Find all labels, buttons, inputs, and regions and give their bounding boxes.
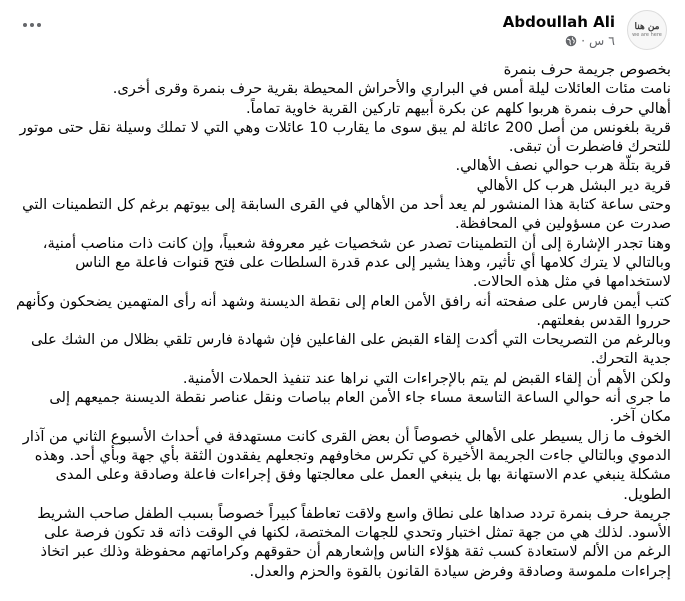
post-text [14, 60, 671, 581]
post-paragraph: كتب أيمن فارس على صفحته أنه رافق الأمن العام إلى نقطة الديسنة وشهد أنه رأى المتهمين يضحكون وكأنهم حرروا القدس بفعلتهم. [15, 292, 671, 329]
post-paragraph: نامت مئات العائلات ليلة أمس في البراري والأحراش المحيطة بقرية حرف بنمرة وقرى أخرى. [112, 80, 671, 98]
more-dot-icon [23, 23, 27, 27]
post-paragraph: ما جرى أنه حوالي الساعة التاسعة مساء جاء الأمن العام بباصات ونقل عناصر نقطة الديسنة جميعهم إلى مكان آخر. [49, 389, 671, 426]
post-header [0, 8, 685, 54]
globe-icon [565, 35, 577, 47]
post-paragraph: الخوف ما زال يسيطر على الأهالي خصوصاً أن بعض القرى كانت مستهدفة في أحداث الأسبوع الثاني من آذار الدموي وبالتالي جاءت الجريمة الأخيرة كي تكرس مخاوفهم وتجعلهم يفقدون الثقة بأي جهة وبأي أحد. وهذه مشكلة ينبغي عدم الاستهانة بها بل ينبغي العمل على معالجتها وفق إجراءات فاعلة وصادقة وعلى المدى الطويل. [22, 427, 671, 503]
post-paragraph: جريمة حرف بنمرة تردد صداها على نطاق واسع ولاقت تعاطفاً كبيراً خصوصاً بسبب الطفل صاحب الشريط الأسود. لذلك هي من جهة تمثل اختبار وتحدي للجهات المختصة، لكنها في الوقت ذاته قد تكون فرصة على الرغم من الألم لاستعادة كسب ثقة هؤلاء الناس وإشعارهم أن حقوقهم وكراماتهم محفوظة وذلك عبر اتخاذ إجراءات ملموسة وصادقة وفرض سيادة القانون بالقوة والحزم والعدل. [37, 504, 671, 580]
post-paragraph: وهنا تجدر الإشارة إلى أن التطمينات تصدر عن شخصيات غير معروفة شعبياً، وإن كانت ذات مناصب أمنية، وبالتالي لا يترك كلامها أي تأثير، وهذا يشير إلى عدم قدرة السلطات على فتح قنوات فاعلة مع الناس لاستخدامها في مثل هذه الحالات. [42, 234, 671, 291]
more-dot-icon [30, 23, 34, 27]
more-options-button[interactable] [18, 14, 46, 36]
post-paragraph: أهالي حرف بنمرة هربوا كلهم عن بكرة أبيهم تاركين القرية خاوية تماماً. [246, 99, 671, 117]
avatar-logo-arabic: من هنا [634, 21, 660, 32]
post-paragraph: ولكن الأهم أن إلقاء القبض لم يتم بالإجراءات التي نراها عند تنفيذ الحملات الأمنية. [182, 369, 671, 387]
avatar-logo-english: we are here [632, 31, 662, 38]
post-paragraph: وبالرغم من التصريحات التي أكدت إلقاء القبض على الفاعلين فإن شهادة فارس تلقي بظلال من الشك على جدية التحرك. [31, 331, 671, 368]
post-timestamp[interactable]: ٦ س [589, 33, 615, 48]
post-meta [503, 32, 615, 50]
post-paragraph: قرية دير البشل هرب كل الأهالي [476, 176, 671, 194]
author-block [503, 12, 615, 50]
more-dot-icon [37, 23, 41, 27]
post-paragraph: بخصوص جريمة حرف بنمرة [503, 61, 671, 78]
post-paragraph: قرية بلغونس من أصل 200 عائلة لم يبق سوى ما يقارب 10 عائلات وهي التي لا تملك وسيلة نقل حتى موتور للتحرك فاضطرت أن تبقى. [19, 118, 671, 156]
post-paragraph: قرية بتلّة هرب حوالي نصف الأهالي. [455, 157, 671, 175]
post-paragraph: وحتى ساعة كتابة هذا المنشور لم يعد أحد من الأهالي في القرى السابقة إلى بيوتهم برغم كل التطمينات التي صدرت عن مسؤولين في المحافظة. [22, 196, 671, 233]
meta-separator: · [581, 33, 586, 48]
author-name[interactable]: Abdoullah Ali [502, 13, 615, 31]
avatar[interactable] [627, 10, 667, 50]
